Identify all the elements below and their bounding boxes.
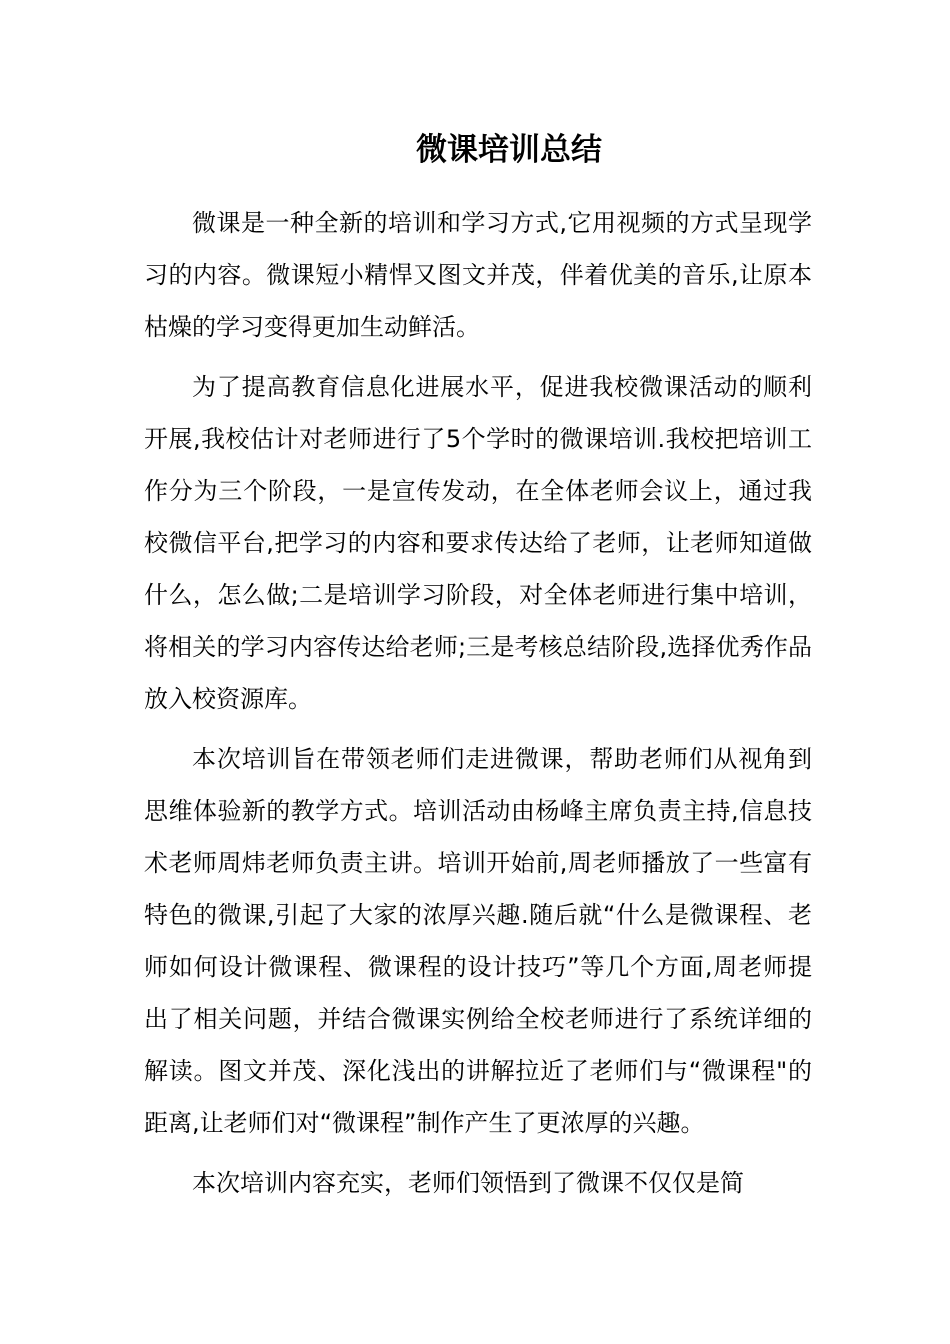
document-title: 微课培训总结 <box>416 132 602 168</box>
document-body <box>144 197 812 1217</box>
paragraph-2: 为了提高教育信息化进展水平，促进我校微课活动的顺利开展,我校估计对老师进行了5个学时的微课培训.我校把培训工作分为三个阶段，一是宣传发动，在全体老师会议上，通过我校微信平台,把学习的内容和要求传达给了老师，让老师知道做什么，怎么做;二是培训学习阶段，对全体老师进行集中培训，将相关的学习内容传达给老师;三是考核总结阶段,选择优秀作品放入校资源库。 <box>144 373 812 713</box>
paragraph-4: 本次培训内容充实，老师们领悟到了微课不仅仅是简 <box>192 1169 744 1197</box>
paragraph-3: 本次培训旨在带领老师们走进微课，帮助老师们从视角到思维体验新的教学方式。培训活动由杨峰主席负责主持,信息技术老师周炜老师负责主讲。培训开始前,周老师播放了一些富有特色的微课,引起了大家的浓厚兴趣.随后就“什么是微课程、老师如何设计微课程、微课程的设计技巧”等几个方面,周老师提出了相关问题，并结合微课实例给全校老师进行了系统详细的解读。图文并茂、深化浅出的讲解拉近了老师们与“微课程"的距离,让老师们对“微课程”制作产生了更浓厚的兴趣。 <box>144 745 812 1137</box>
paragraph-1: 微课是一种全新的培训和学习方式,它用视频的方式呈现学习的内容。微课短小精悍又图文并茂，伴着优美的音乐,让原本枯燥的学习变得更加生动鲜活。 <box>144 209 812 341</box>
